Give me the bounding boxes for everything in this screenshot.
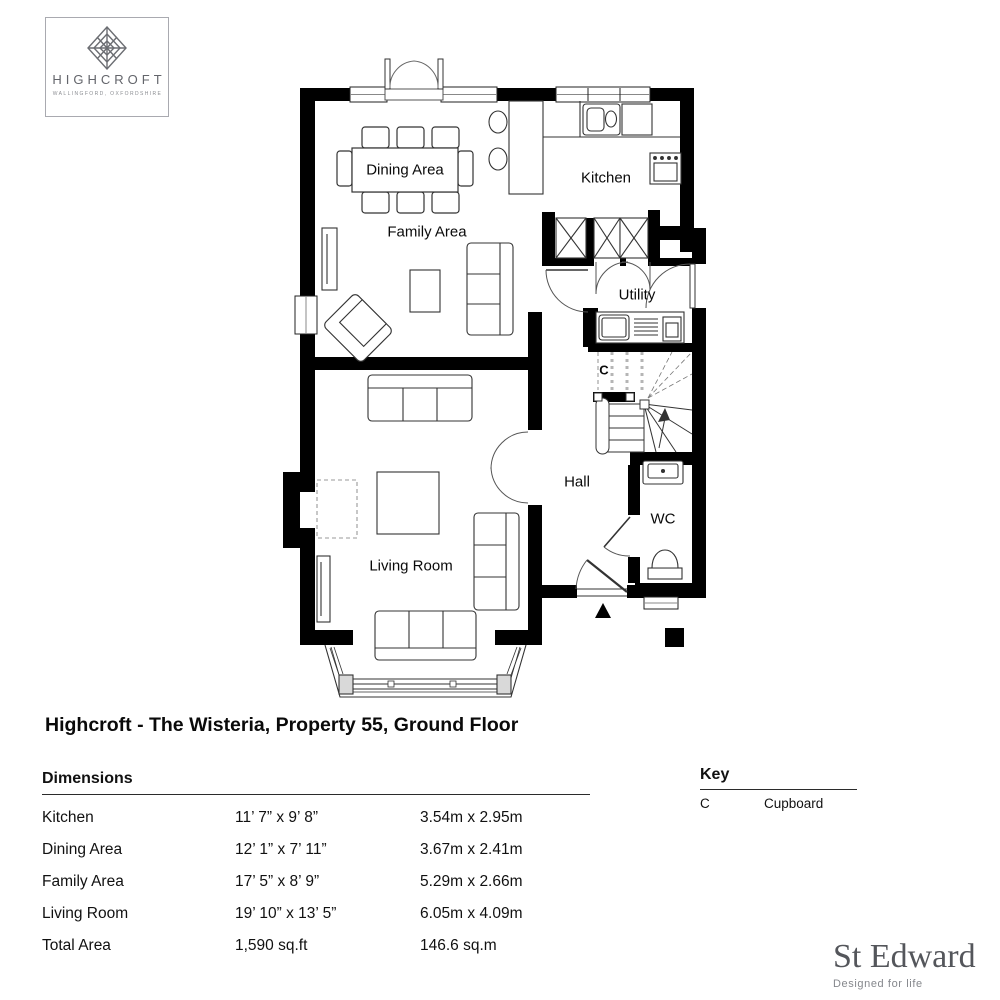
imperial-size: 12’ 1” x 7’ 11” (235, 841, 327, 858)
room-label-hall: Hall (564, 473, 590, 491)
room-name: Kitchen (42, 809, 94, 826)
developer-tagline: Designed for life (833, 978, 923, 990)
appliance-spaces (556, 218, 648, 258)
logo-location: WALLINGFORD, OXFORDSHIRE (52, 91, 163, 97)
utility-fittings (596, 312, 684, 343)
page-title: Highcroft - The Wisteria, Property 55, Ground Floor (45, 714, 519, 736)
imperial-size: 11’ 7” x 9’ 8” (235, 809, 318, 826)
room-name: Dining Area (42, 841, 123, 858)
room-name: Living Room (42, 905, 129, 922)
key-panel (700, 766, 857, 811)
family-area-furniture (322, 228, 513, 363)
imperial-size: 1,590 sq.ft (235, 937, 308, 954)
developer-name: St Edward (833, 938, 976, 975)
table-row (42, 809, 590, 827)
imperial-size: 17’ 5” x 8’ 9” (235, 873, 320, 890)
key-heading: Key (700, 766, 857, 790)
key-label: Cupboard (764, 796, 824, 811)
metric-size: 6.05m x 4.09m (420, 905, 523, 922)
metric-size: 146.6 sq.m (420, 937, 497, 954)
key-entry (700, 796, 857, 811)
table-row (42, 873, 590, 891)
metric-size: 5.29m x 2.66m (420, 873, 523, 890)
room-label-dining-area: Dining Area (366, 161, 444, 179)
room-label-family-area: Family Area (387, 223, 467, 241)
room-label-living-room: Living Room (369, 557, 453, 575)
table-row (42, 841, 590, 859)
living-room-furniture (317, 375, 519, 660)
dimensions-table (42, 770, 590, 955)
key-symbol: C (700, 796, 710, 811)
metric-size: 3.67m x 2.41m (420, 841, 523, 858)
room-label-kitchen: Kitchen (580, 169, 632, 187)
dimensions-heading: Dimensions (42, 770, 590, 795)
metric-size: 3.54m x 2.95m (420, 809, 523, 826)
cupboard-symbol: C (599, 362, 609, 378)
table-row (42, 905, 590, 923)
logo-name: HIGHCROFT (52, 72, 166, 87)
table-row (42, 937, 590, 955)
entrance-arrow-icon (595, 603, 611, 618)
st-edward-logo (833, 938, 993, 990)
room-name: Family Area (42, 873, 124, 890)
room-label-utility: Utility (618, 286, 656, 304)
front-entrance (576, 560, 627, 618)
room-name: Total Area (42, 937, 111, 954)
room-label-wc: WC (650, 510, 676, 528)
imperial-size: 19’ 10” x 13’ 5” (235, 905, 337, 922)
french-doors (385, 59, 443, 100)
